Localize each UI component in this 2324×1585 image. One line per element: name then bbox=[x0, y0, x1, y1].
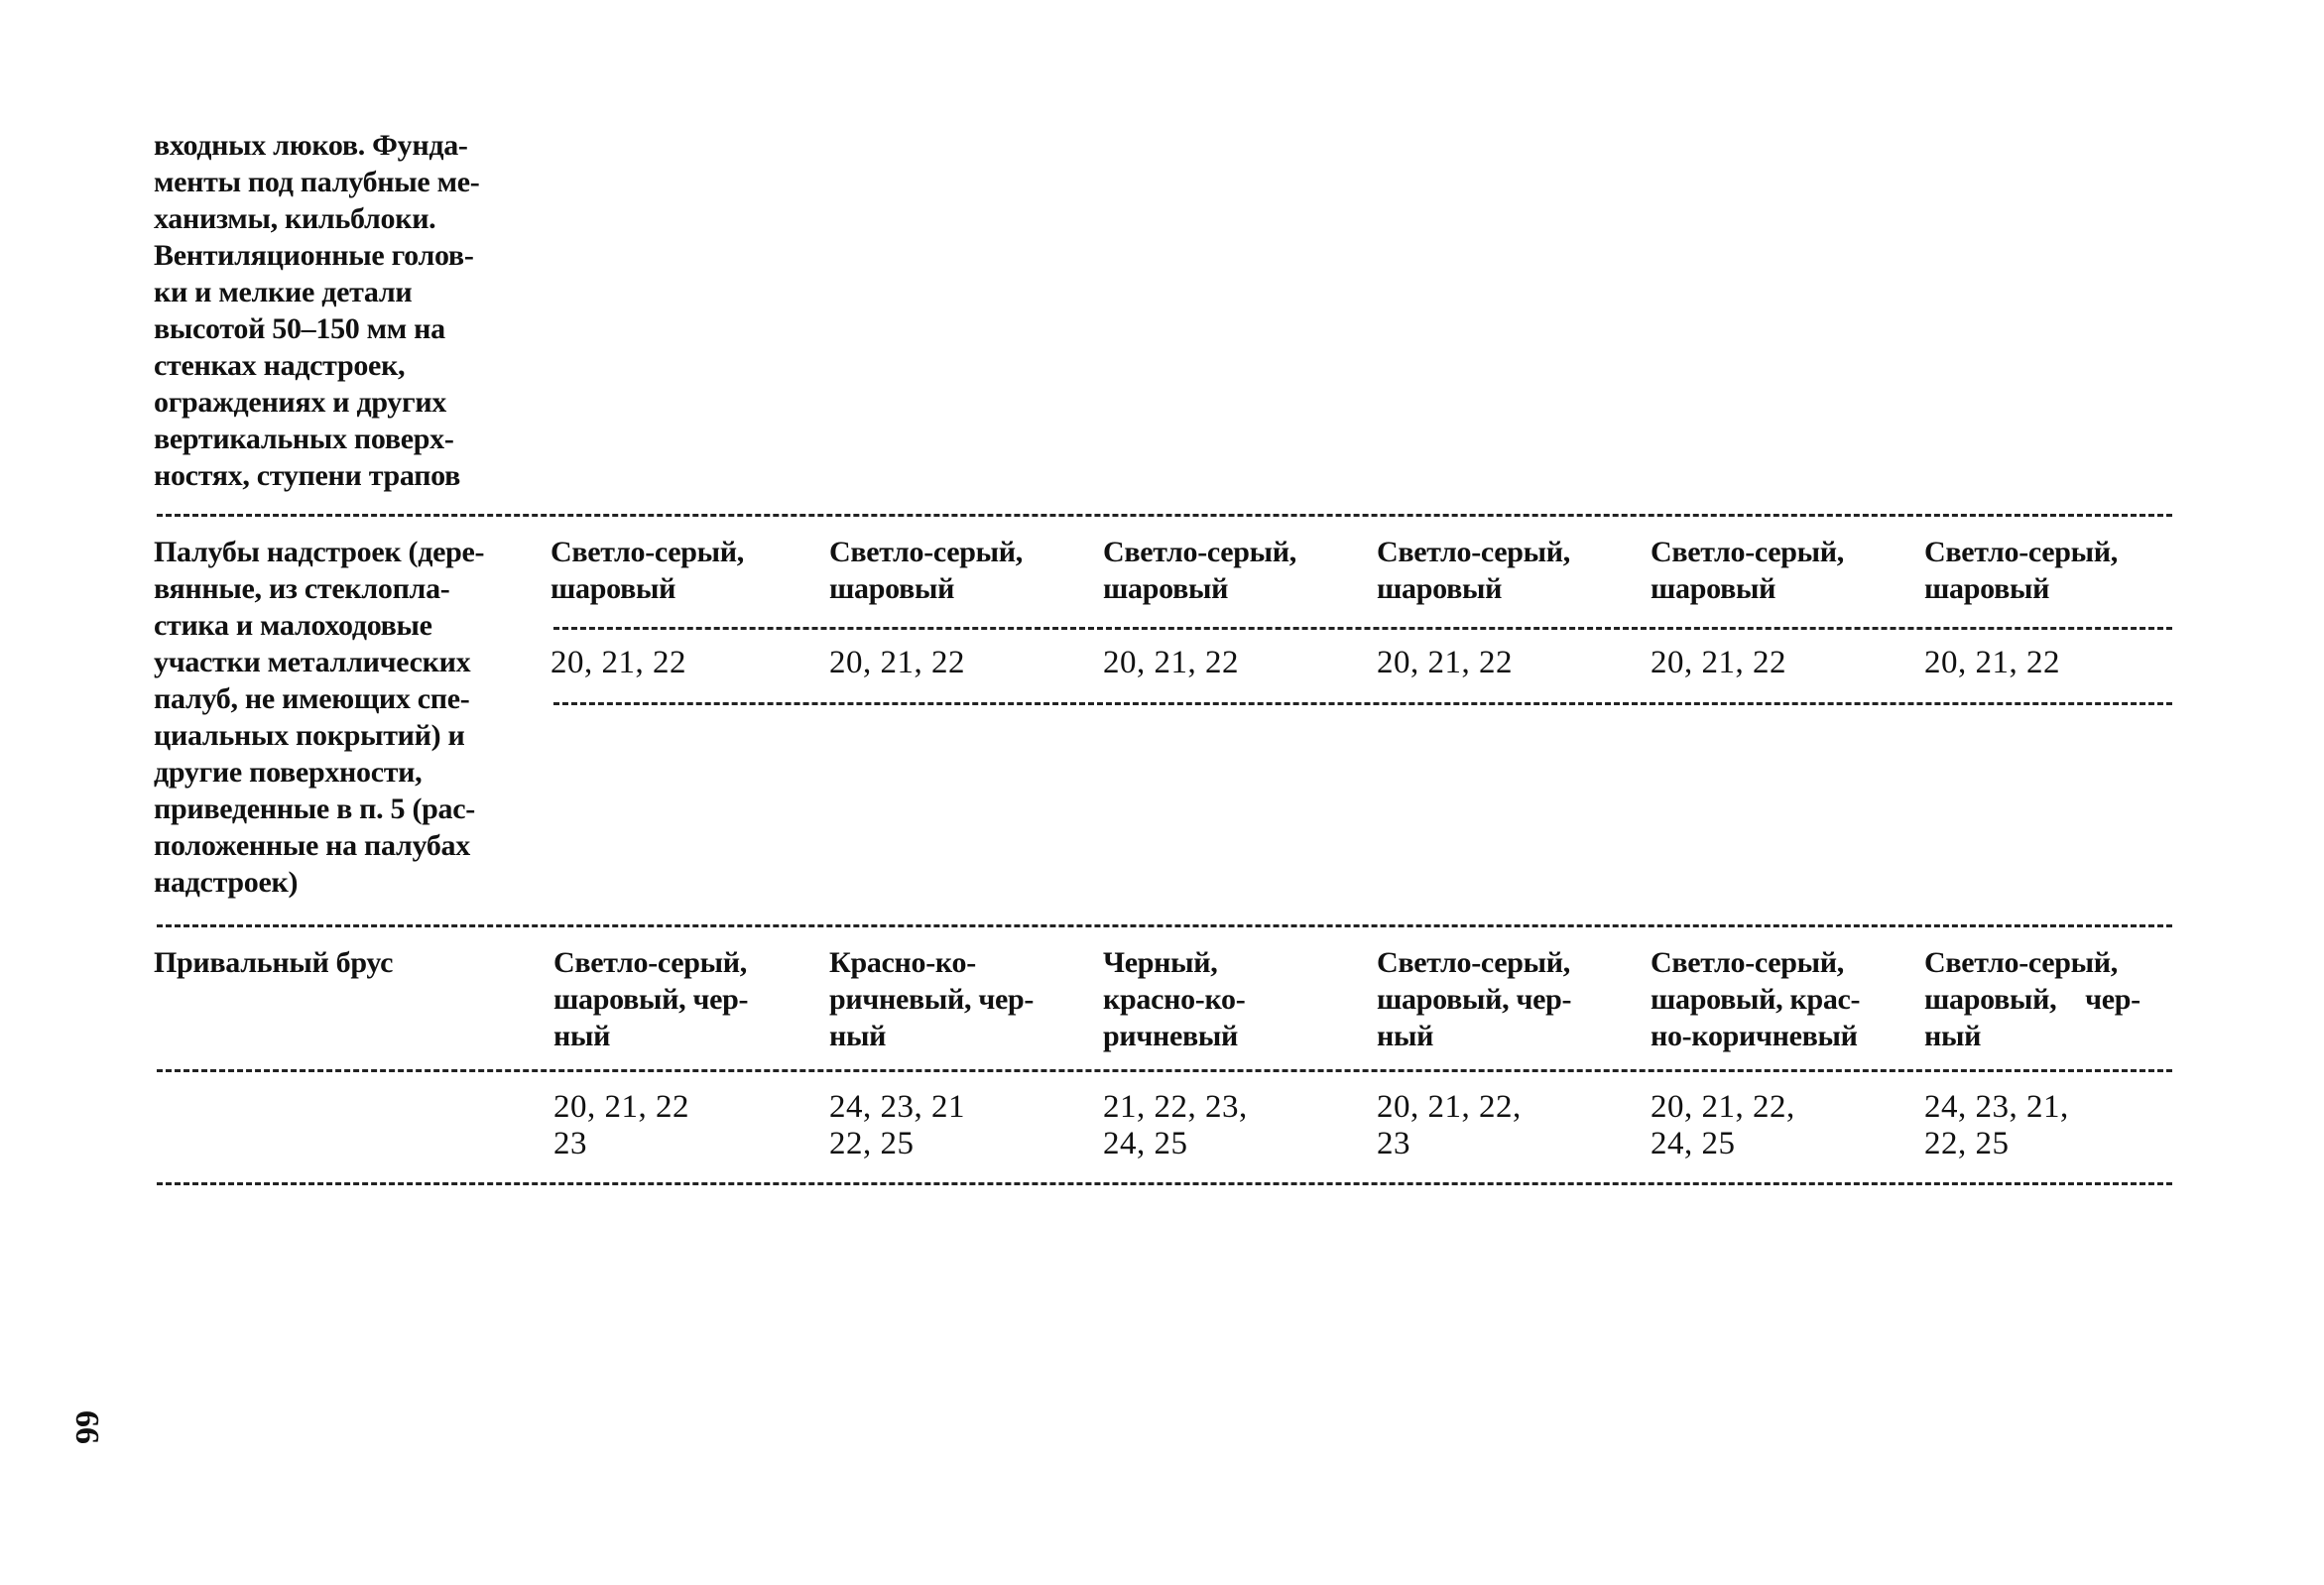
row1-color-cell: Светло-серый, шаровый bbox=[1377, 536, 1570, 605]
row1-number-cell: 20, 21, 22 bbox=[1651, 645, 1786, 680]
top-text-line: высотой 50–150 мм на bbox=[154, 312, 445, 345]
row1-label-line: участки металлических bbox=[154, 646, 471, 678]
row2-color-cell: Черный, красно-ко- ричневый bbox=[1103, 946, 1246, 1052]
row2-number-cell: 20, 21, 22, 23 bbox=[1377, 1089, 1522, 1161]
table-divider bbox=[157, 924, 2172, 927]
row1-label-line: вянные, из стеклопла- bbox=[154, 572, 450, 605]
table-divider bbox=[157, 1182, 2172, 1185]
row1-label-line: стика и малоходовые bbox=[154, 609, 432, 642]
row1-color-cell: Светло-серый, шаровый bbox=[1103, 536, 1296, 605]
row2-color-cell: Светло-серый, шаровый, чер- ный bbox=[1377, 946, 1572, 1052]
row1-number-cell: 20, 21, 22 bbox=[1377, 645, 1513, 680]
table-divider bbox=[157, 514, 2172, 517]
row1-number-cell: 20, 21, 22 bbox=[1924, 645, 2060, 680]
row1-number-cell: 20, 21, 22 bbox=[1103, 645, 1239, 680]
cell-divider bbox=[553, 702, 2172, 705]
row1-color-cell: Светло-серый, шаровый bbox=[1924, 536, 2118, 605]
row1-color-cell: Светло-серый, шаровый bbox=[829, 536, 1023, 605]
top-text-line: менты под палубные ме- bbox=[154, 166, 480, 198]
row1-label-line: циальных покрытий) и bbox=[154, 719, 465, 752]
row1-label-line: другие поверхности, bbox=[154, 756, 423, 789]
row1-color-cell: Светло-серый, шаровый bbox=[1651, 536, 1844, 605]
row2-number-cell: 21, 22, 23, 24, 25 bbox=[1103, 1089, 1248, 1161]
cell-divider bbox=[553, 627, 2172, 630]
top-text-line: вертикальных поверх- bbox=[154, 423, 454, 455]
top-text-line: входных люков. Фунда- bbox=[154, 129, 468, 162]
row2-color-cell: Красно-ко- ричневый, чер- ный bbox=[829, 946, 1035, 1052]
row1-label-line: надстроек) bbox=[154, 866, 299, 899]
row1-label-line: палуб, не имеющих спе- bbox=[154, 682, 470, 715]
row2-number-cell: 20, 21, 22 23 bbox=[553, 1089, 689, 1161]
row1-label-line: положенные на палубах bbox=[154, 829, 470, 862]
top-text-line: ки и мелкие детали bbox=[154, 276, 413, 308]
table-divider bbox=[157, 1069, 2172, 1072]
row1-number-cell: 20, 21, 22 bbox=[829, 645, 965, 680]
top-text-line: ограждениях и других bbox=[154, 386, 447, 419]
top-text-line: ностях, ступени трапов bbox=[154, 459, 461, 492]
row2-label: Привальный брус bbox=[154, 946, 394, 979]
row2-number-cell: 24, 23, 21 22, 25 bbox=[829, 1089, 965, 1161]
top-text-line: ханизмы, кильблоки. bbox=[154, 202, 436, 235]
row2-color-cell: Светло-серый, шаровый, крас- но-коричневый bbox=[1651, 946, 1861, 1052]
row2-color-cell: Светло-серый, шаровый, чер- ный bbox=[553, 946, 749, 1052]
row2-color-cell: Светло-серый, шаровый, чер- ный bbox=[1924, 946, 2141, 1052]
row1-color-cell: Светло-серый, шаровый bbox=[550, 536, 744, 605]
row1-number-cell: 20, 21, 22 bbox=[550, 645, 686, 680]
row1-label-line: приведенные в п. 5 (рас- bbox=[154, 792, 475, 825]
row2-number-cell: 20, 21, 22, 24, 25 bbox=[1651, 1089, 1795, 1161]
top-text-line: Вентиляционные голов- bbox=[154, 239, 474, 272]
top-text-line: стенках надстроек, bbox=[154, 349, 406, 382]
page-number: 66 bbox=[68, 1410, 105, 1444]
row2-number-cell: 24, 23, 21, 22, 25 bbox=[1924, 1089, 2069, 1161]
row1-label-line: Палубы надстроек (дере- bbox=[154, 536, 485, 568]
